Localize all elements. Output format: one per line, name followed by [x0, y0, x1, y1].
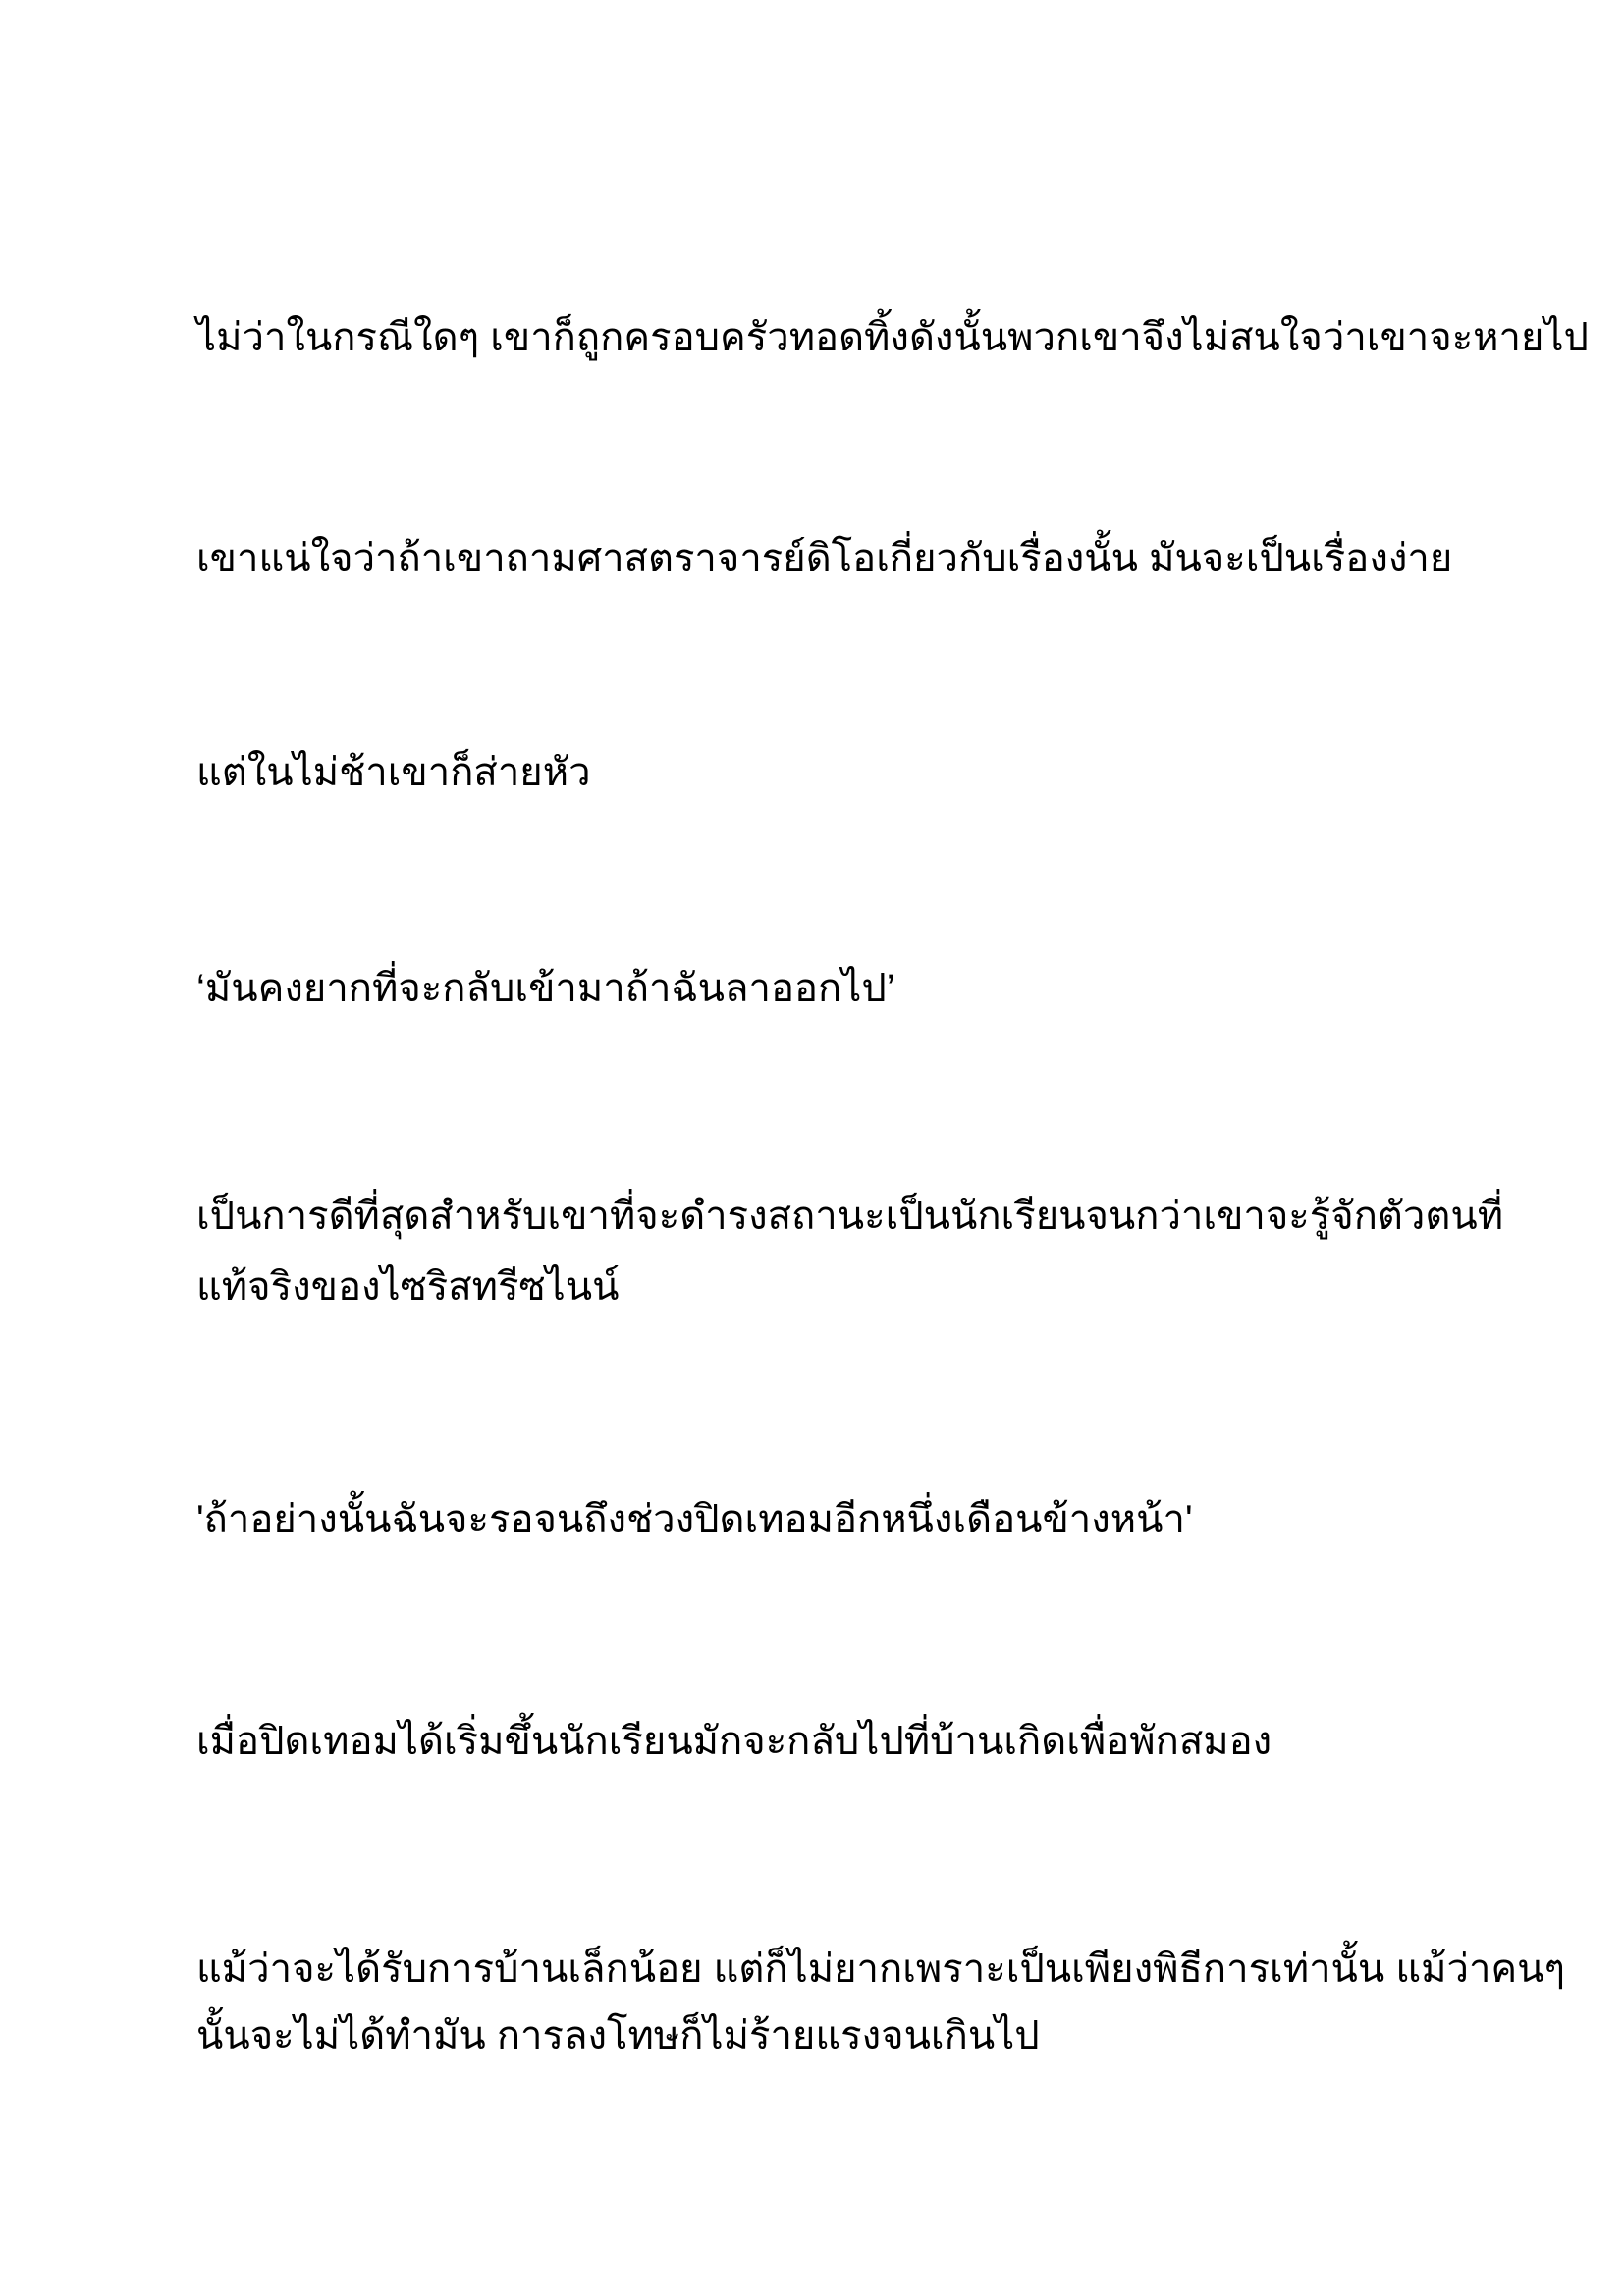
paragraph-8-line-1: แม้ว่าจะได้รับการบ้านเล็กน้อย แต่ก็ไม่ยากเพราะเป็นเพียงพิธีการเท่านั้น แม้ว่าคนๆ — [196, 1948, 1566, 1991]
paragraph-6-line-1: 'ถ้าอย่างนั้นฉันจะรอจนถึงช่วงปิดเทอมอีกหนึ่งเดือนข้างหน้า' — [196, 1498, 1193, 1541]
paragraph-2-line-1: เขาแน่ใจว่าถ้าเขาถามศาสตราจารย์ดิโอเกี่ยวกับเรื่องนั้น มันจะเป็นเรื่องง่าย — [196, 537, 1453, 580]
paragraph-1-line-1: ไม่ว่าในกรณีใดๆ เขาก็ถูกครอบครัวทอดทิ้งดังนั้นพวกเขาจึงไม่สนใจว่าเขาจะหายไป — [196, 316, 1589, 359]
paragraph-8-line-2: นั้นจะไม่ได้ทำมัน การลงโทษก็ไม่ร้ายแรงจนเกินไป — [196, 2014, 1040, 2057]
paragraph-5-line-2: แท้จริงของไซริสทรีซไนน์ — [196, 1265, 620, 1308]
paragraph-4-line-1: ‘มันคงยากที่จะกลับเข้ามาถ้าฉันลาออกไป’ — [196, 967, 895, 1010]
paragraph-3-line-1: แต่ในไม่ช้าเขาก็ส่ายหัว — [196, 751, 591, 794]
paragraph-7-line-1: เมื่อปิดเทอมได้เริ่มขึ้นนักเรียนมักจะกลับไปที่บ้านเกิดเพื่อพักสมอง — [196, 1720, 1272, 1763]
paragraph-5-line-1: เป็นการดีที่สุดสำหรับเขาที่จะดำรงสถานะเป็นนักเรียนจนกว่าเขาจะรู้จักตัวตนที่ — [196, 1195, 1504, 1238]
